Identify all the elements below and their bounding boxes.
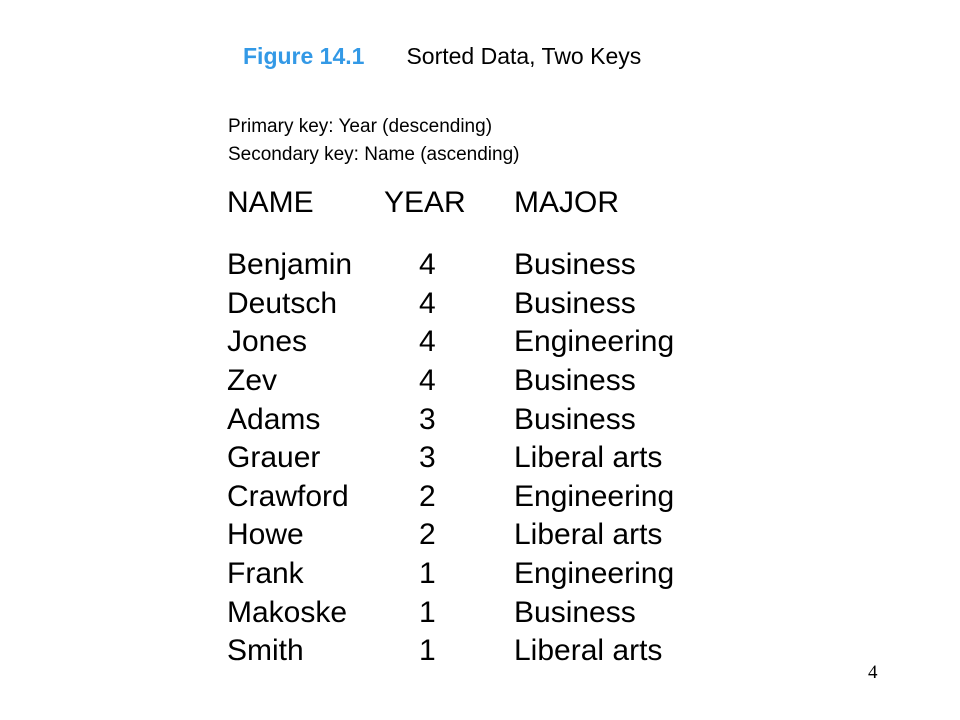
cell-year: 2 bbox=[419, 518, 436, 552]
cell-name: Deutsch bbox=[227, 286, 338, 320]
sorted-data-table bbox=[227, 186, 714, 671]
table-row bbox=[227, 516, 714, 555]
cell-name: Smith bbox=[227, 634, 304, 668]
cell-year: 4 bbox=[419, 248, 436, 282]
cell-name: Benjamin bbox=[227, 248, 353, 282]
cell-major: Business bbox=[514, 286, 636, 320]
table-row bbox=[227, 632, 714, 671]
figure-number: Figure 14.1 bbox=[243, 43, 365, 69]
cell-name: Jones bbox=[227, 325, 308, 359]
cell-year: 2 bbox=[419, 479, 436, 513]
cell-major: Business bbox=[514, 402, 636, 436]
cell-name: Frank bbox=[227, 557, 304, 591]
page-number: 4 bbox=[868, 662, 878, 683]
sort-keys bbox=[228, 113, 519, 169]
cell-year: 4 bbox=[419, 325, 436, 359]
cell-year: 1 bbox=[419, 634, 436, 668]
table-header-row bbox=[227, 186, 714, 246]
table-row bbox=[227, 362, 714, 401]
cell-major: Business bbox=[514, 248, 636, 282]
cell-year: 3 bbox=[419, 441, 436, 475]
cell-major: Business bbox=[514, 364, 636, 398]
cell-year: 1 bbox=[419, 595, 436, 629]
cell-year: 3 bbox=[419, 402, 436, 436]
cell-major: Liberal arts bbox=[514, 441, 663, 475]
cell-major: Liberal arts bbox=[514, 634, 663, 668]
cell-year: 4 bbox=[419, 364, 436, 398]
cell-name: Grauer bbox=[227, 441, 321, 475]
table-row bbox=[227, 555, 714, 594]
figure-caption: Sorted Data, Two Keys bbox=[406, 43, 642, 69]
cell-name: Makoske bbox=[227, 595, 348, 629]
header-name: NAME bbox=[227, 186, 314, 219]
table-row bbox=[227, 478, 714, 517]
header-major: MAJOR bbox=[514, 186, 619, 219]
cell-major: Liberal arts bbox=[514, 518, 663, 552]
cell-year: 1 bbox=[419, 557, 436, 591]
cell-year: 4 bbox=[419, 286, 436, 320]
table-row bbox=[227, 323, 714, 362]
primary-key-label: Primary key: Year (descending) bbox=[228, 116, 493, 137]
cell-major: Engineering bbox=[514, 325, 675, 359]
cell-major: Engineering bbox=[514, 479, 675, 513]
cell-major: Business bbox=[514, 595, 636, 629]
table-body bbox=[227, 246, 714, 671]
cell-major: Engineering bbox=[514, 557, 675, 591]
cell-name: Zev bbox=[227, 364, 278, 398]
table-row bbox=[227, 439, 714, 478]
cell-name: Crawford bbox=[227, 479, 349, 513]
table-row bbox=[227, 285, 714, 324]
figure-title bbox=[243, 40, 641, 72]
table-row bbox=[227, 593, 714, 632]
cell-name: Adams bbox=[227, 402, 321, 436]
table-row bbox=[227, 246, 714, 285]
secondary-key-label: Secondary key: Name (ascending) bbox=[228, 144, 520, 165]
table-row bbox=[227, 400, 714, 439]
header-year: YEAR bbox=[384, 186, 466, 219]
cell-name: Howe bbox=[227, 518, 304, 552]
